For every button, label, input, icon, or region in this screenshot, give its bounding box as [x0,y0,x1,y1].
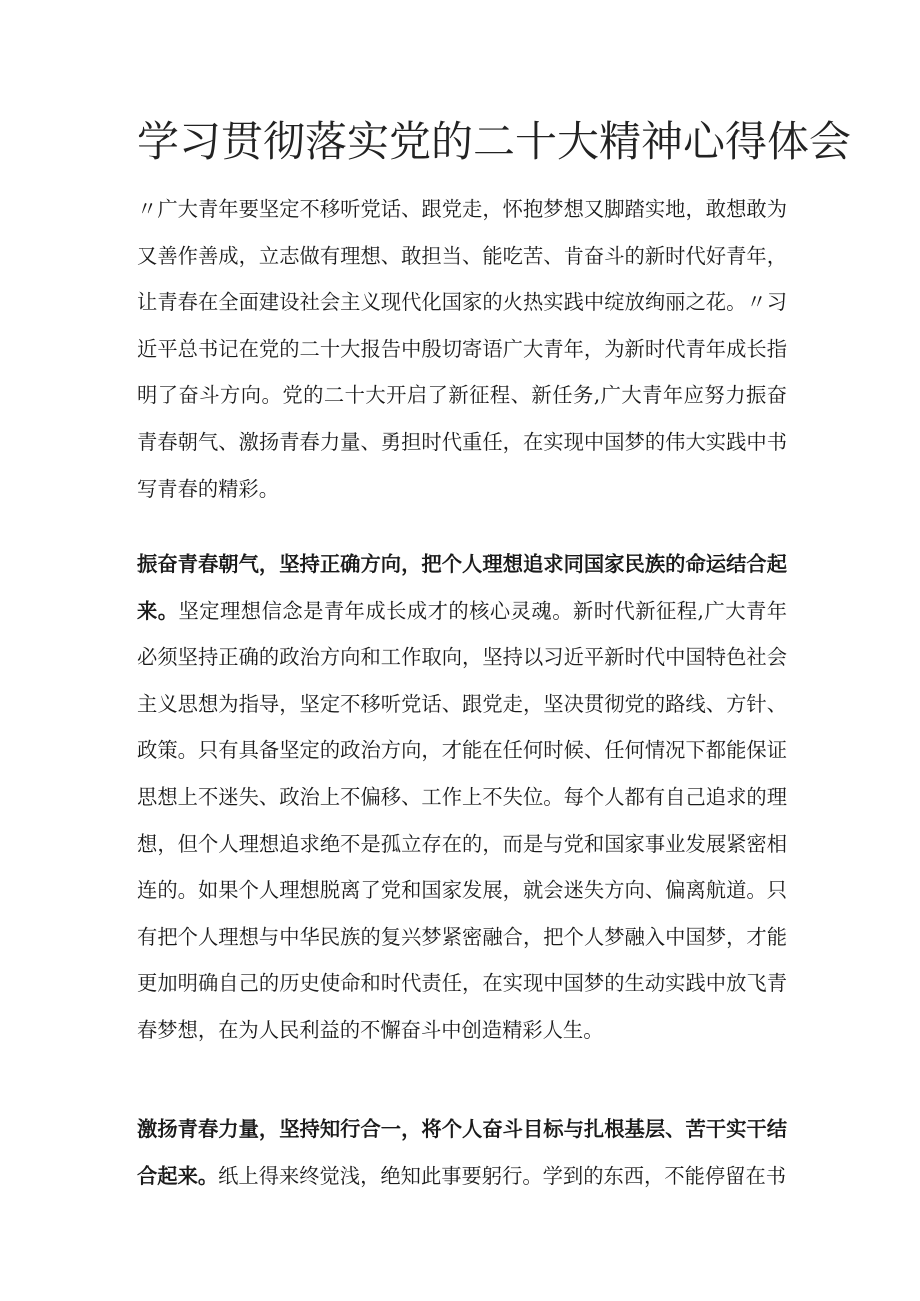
paragraph-section-2-lead: 激扬青春力量，坚持知行合一，将个人奋斗目标与扎根基层、苦干实干结合起来。 [137,1117,787,1188]
paragraph-section-1-text: 坚定理想信念是青年成长成才的核心灵魂。新时代新征程,广大青年必须坚持正确的政治方向和工作取向，坚持以习近平新时代中国特色社会主义思想为指导，坚定不移听党话、跟党走，坚决贯彻党的路线、方针、政策。只有具备坚定的政治方向，才能在任何时候、任何情况下都能保证思想上不迷失、政治上不偏移、工作上不失位。每个人都有自己追求的理想，但个人理想追求绝不是孤立存在的，而是与党和国家事业发展紧密相连的。如果个人理想脱离了党和国家发展，就会迷失方向、偏离航道。只有把个人理想与中华民族的复兴梦紧密融合，把个人梦融入中国梦，才能更加明确自己的历史使命和时代责任，在实现中国梦的生动实践中放飞青春梦想，在为人民利益的不懈奋斗中创造精彩人生。 [137,598,787,1042]
paragraph-section-2-text: 纸上得来终觉浅，绝知此事要躬行。学到的东西，不能停留在书 [218,1163,787,1188]
paragraph-intro-text: 〃广大青年要坚定不移听党话、跟党走，怀抱梦想又脚踏实地，敢想敢为又善作善成，立志做有理想、敢担当、能吃苦、肯奋斗的新时代好青年，让青春在全面建设社会主义现代化国家的火热实践中绽放绚丽之花。〃习近平总书记在党的二十大报告中殷切寄语广大青年，为新时代青年成长指明了奋斗方向。党的二十大开启了新征程、新任务,广大青年应努力振奋青春朝气、激扬青春力量、勇担时代重任，在实现中国梦的伟大实践中书写青春的精彩。 [137,197,787,501]
paragraph-section-1-lead: 振奋青春朝气，坚持正确方向，把个人理想追求同国家民族的命运结合起来。 [137,552,787,623]
paragraph-intro [137,186,787,512]
document-title: 学习贯彻落实党的二十大精神心得体会 [137,117,852,166]
paragraph-section-2 [137,1106,787,1199]
paragraph-section-1 [137,541,787,1054]
